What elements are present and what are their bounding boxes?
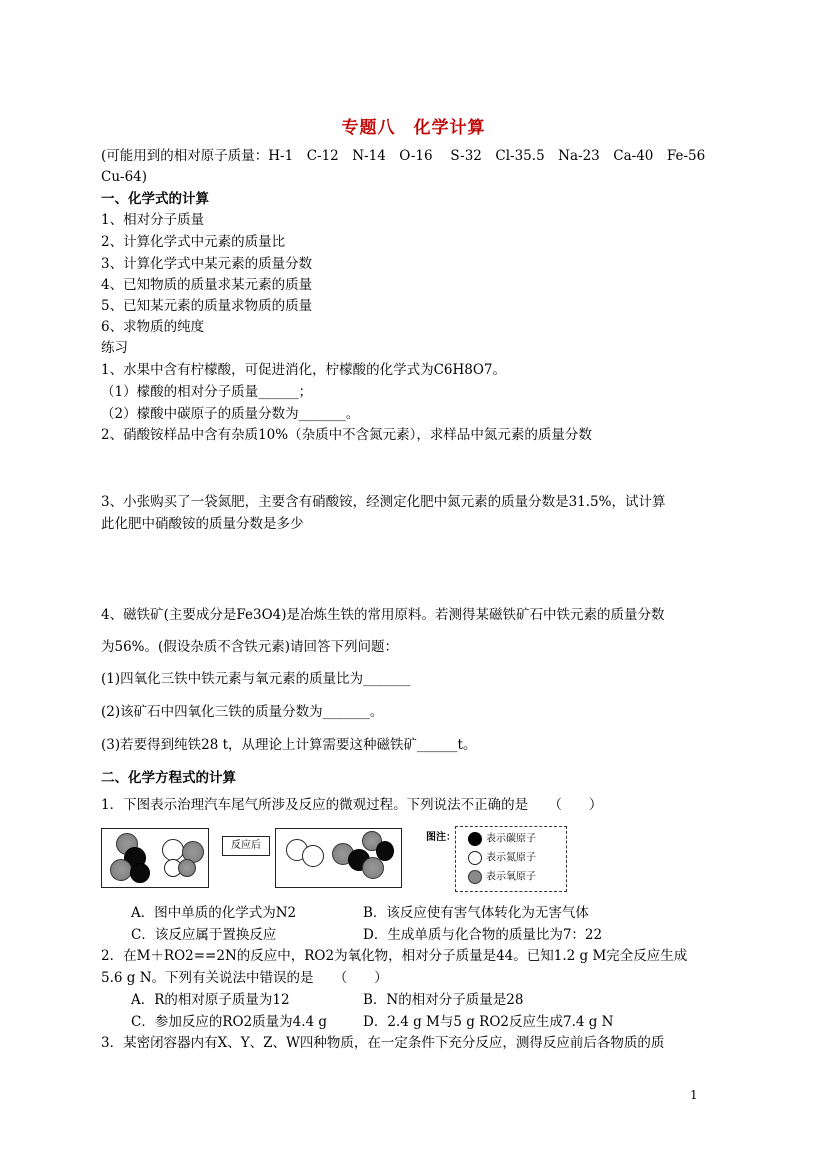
carbon-atom (130, 863, 150, 883)
list-item: 1、相对分子质量 (101, 212, 205, 228)
reaction-arrow-label: 反应后 (231, 840, 261, 851)
question-2: 2、硝酸铵样品中含有杂质10%（杂质中不含氮元素），求样品中氮元素的质量分数 (101, 427, 592, 443)
question-4b: (2)该矿石中四氧化三铁的质量分数为_______。 (101, 704, 384, 720)
question-1a: （1）檬酸的相对分子质量______； (101, 384, 313, 400)
option-d: D．生成单质与化合物的质量比为7：22 (363, 927, 603, 943)
nitrogen-atom-icon (468, 851, 482, 865)
carbon-atom (376, 841, 394, 861)
question-4c: (3)若要得到纯铁28 t，从理论上计算需要这种磁铁矿______t。 (101, 737, 477, 753)
question-1: 1、水果中含有柠檬酸，可促进消化，柠檬酸的化学式为C6H8O7。 (101, 362, 507, 378)
option-b: B．该反应使有害气体转化为无害气体 (363, 905, 589, 921)
products-box (275, 828, 402, 888)
atomic-mass-note: (可能用到的相对原子质量：H-1 C-12 N-14 O-16 S-32 Cl-35.5 Na-23 Ca-40 Fe-56 (101, 148, 706, 164)
oxygen-atom (110, 859, 132, 881)
question-4-cont: 为56%。(假设杂质不含铁元素)请回答下列问题： (101, 639, 399, 655)
list-item: 6、求物质的纯度 (101, 319, 205, 335)
question-3-cont: 此化肥中硝酸铵的质量分数是多少 (101, 516, 304, 532)
page-number: 1 (690, 1088, 698, 1102)
legend-title: 图注： (426, 832, 456, 843)
reactants-box (101, 828, 209, 888)
option-a: A．图中单质的化学式为N2 (131, 905, 297, 921)
question-2-3: 3．某密闭容器内有X、Y、Z、W四种物质，在一定条件下充分反应，测得反应前后各物质的质 (101, 1035, 665, 1051)
nitrogen-atom (162, 839, 184, 861)
list-item: 3、计算化学式中某元素的质量分数 (101, 256, 313, 272)
question-2-2-cont: 5.6 g N。下列有关说法中错误的是 （ ） (101, 970, 388, 986)
carbon-atom-icon (468, 832, 482, 846)
option-a: A．R的相对原子质量为12 (131, 992, 290, 1008)
question-2-1: 1．下图表示治理汽车尾气所涉及反应的微观过程。下列说法不正确的是 （ ） (101, 797, 603, 813)
question-2-2: 2．在M＋RO2==2N的反应中，RO2为氧化物，相对分子质量是44。已知1.2 g M完全反应生成 (101, 948, 688, 964)
option-b: B．N的相对分子质量是28 (363, 992, 524, 1008)
practice-label: 练习 (101, 340, 128, 356)
option-c: C．参加反应的RO2质量为4.4 g (131, 1014, 328, 1030)
section1-heading: 一、化学式的计算 (101, 191, 209, 207)
legend (455, 826, 567, 892)
question-1b: （2）檬酸中碳原子的质量分数为_______。 (101, 406, 360, 422)
page-title: 专题八 化学计算 (341, 118, 486, 138)
option-c: C．该反应属于置换反应 (131, 927, 277, 943)
question-4a: (1)四氧化三铁中铁元素与氧元素的质量比为_______ (101, 671, 411, 687)
list-item: 4、已知物质的质量求某元素的质量 (101, 277, 313, 293)
legend-oxygen: 表示氧原子 (468, 870, 536, 885)
atomic-mass-note-cont: Cu-64) (101, 169, 148, 185)
legend-nitrogen: 表示氮原子 (468, 851, 536, 866)
nitrogen-atom (302, 845, 324, 867)
list-item: 2、计算化学式中元素的质量比 (101, 234, 286, 250)
oxygen-atom-icon (468, 870, 482, 884)
section2-heading: 二、化学方程式的计算 (101, 770, 236, 786)
question-3: 3、小张购买了一袋氮肥，主要含有硝酸铵，经测定化肥中氮元素的质量分数是31.5%，试计算 (101, 494, 666, 510)
question-4: 4、磁铁矿(主要成分是Fe3O4)是冶炼生铁的常用原料。若测得某磁铁矿石中铁元素的质量分数 (101, 607, 665, 623)
reaction-arrow (222, 836, 270, 856)
oxygen-atom (178, 859, 196, 877)
legend-carbon: 表示碳原子 (468, 832, 536, 847)
list-item: 5、已知某元素的质量求物质的质量 (101, 298, 313, 314)
option-d: D．2.4 g M与5 g RO2反应生成7.4 g N (363, 1014, 614, 1030)
